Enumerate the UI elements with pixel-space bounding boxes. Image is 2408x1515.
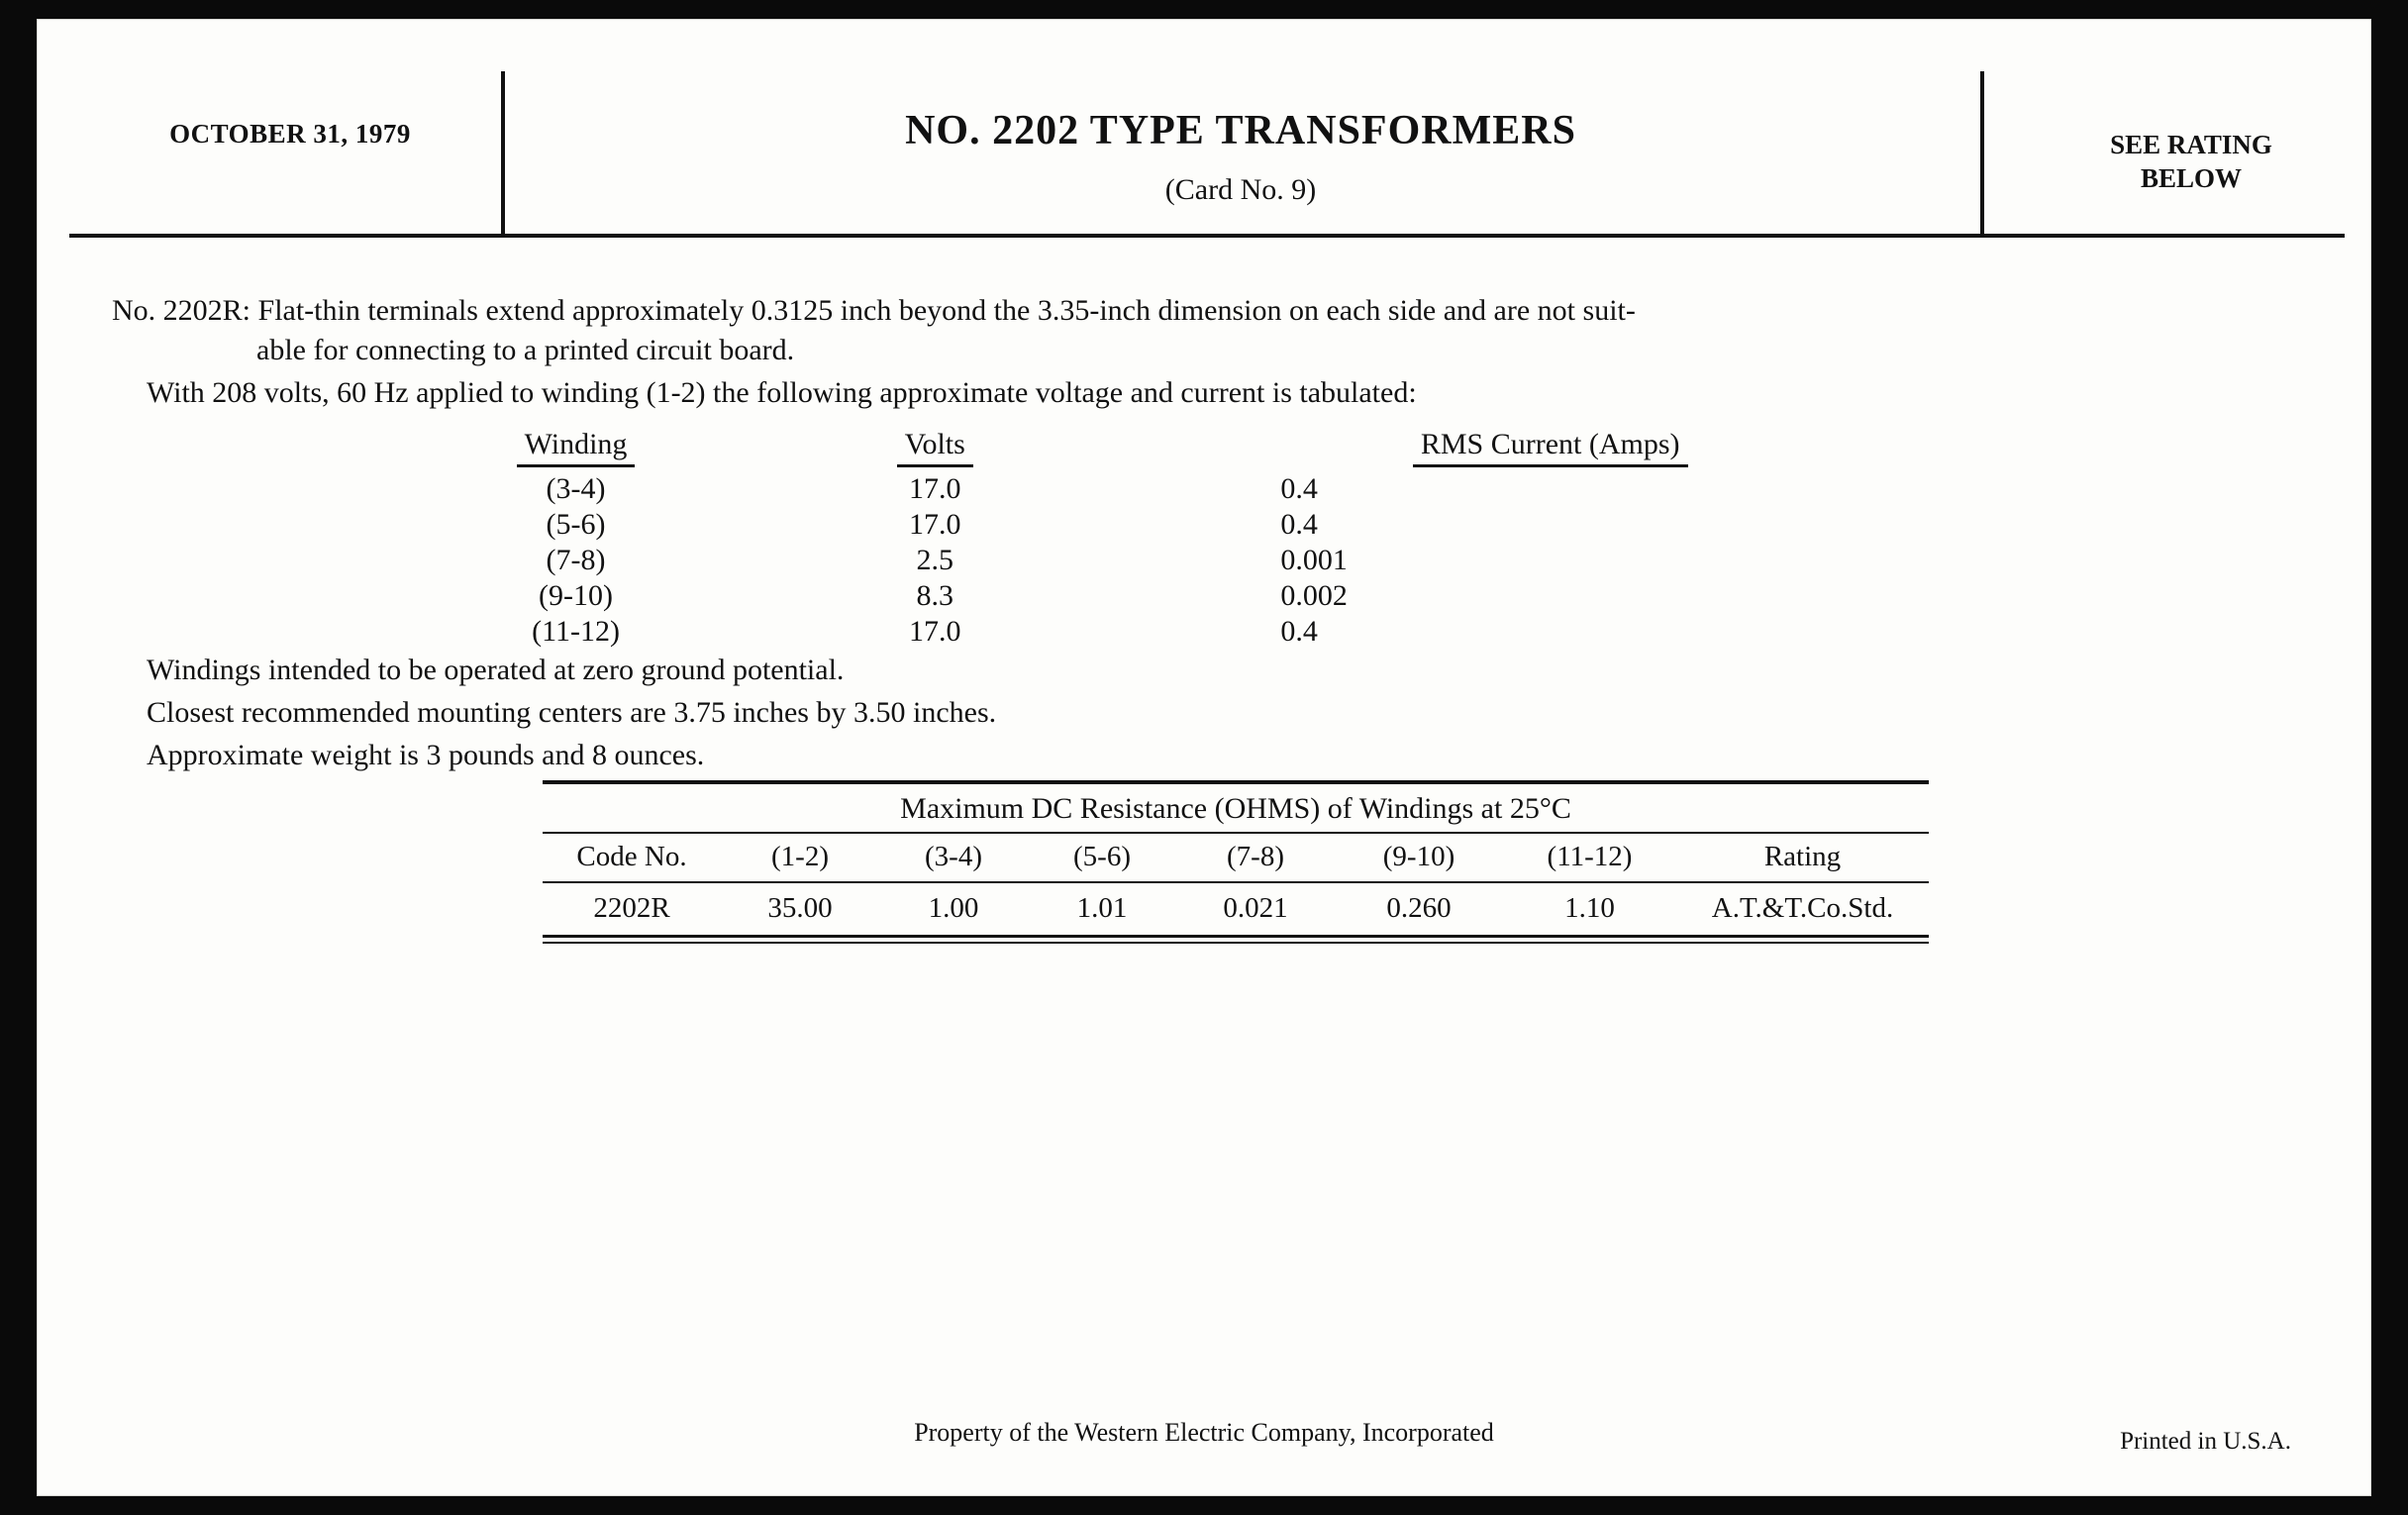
rating-note xyxy=(1998,129,2384,196)
header-rule xyxy=(69,234,2345,238)
resistance-table-title: Maximum DC Resistance (OHMS) of Windings at 25°C xyxy=(543,784,1929,834)
cell-r1112: 1.10 xyxy=(1564,892,1615,924)
card-number: (Card No. 9) xyxy=(1164,173,1317,206)
cell-current: 0.001 xyxy=(1280,544,1348,576)
card-page xyxy=(38,20,2370,1495)
terminal-note-line2: able for connecting to a printed circuit board. xyxy=(256,333,795,366)
rating-note-line1: SEE RATING xyxy=(2110,130,2272,159)
terminal-note xyxy=(112,291,2330,369)
col-header-winding: Winding xyxy=(424,428,728,471)
cell-volts: 17.0 xyxy=(908,472,961,505)
cell-volts: 17.0 xyxy=(908,508,961,541)
page-header xyxy=(38,20,2370,206)
cell-winding: (9-10) xyxy=(539,579,614,612)
col-header-r12: (1-2) xyxy=(771,841,829,872)
col-header-rms-current: RMS Current (Amps) xyxy=(1142,428,1958,471)
cell-winding: (11-12) xyxy=(532,615,620,648)
cell-volts: 17.0 xyxy=(908,615,961,648)
cell-r56: 1.01 xyxy=(1076,892,1128,924)
footer-property-notice: Property of the Western Electric Company, Incorporated xyxy=(914,1418,1494,1447)
resistance-table-wrapper xyxy=(543,780,1929,944)
applied-voltage-note: With 208 volts, 60 Hz applied to winding (1-2) the following approximate voltage and current is tabulated: xyxy=(147,376,1417,409)
cell-volts: 8.3 xyxy=(916,579,953,612)
header-divider-right xyxy=(1980,71,1984,238)
cell-current: 0.002 xyxy=(1280,579,1348,612)
table-row xyxy=(424,507,1958,543)
header-divider-left xyxy=(501,71,505,238)
cell-current: 0.4 xyxy=(1280,472,1318,505)
table-header-row xyxy=(424,428,1958,471)
col-header-r56: (5-6) xyxy=(1073,841,1131,872)
table-row xyxy=(543,882,1929,935)
table-row xyxy=(424,578,1958,614)
header-date: OCTOBER 31, 1979 xyxy=(169,119,411,149)
statement-weight: Approximate weight is 3 pounds and 8 ounces. xyxy=(147,739,705,771)
col-header-r78: (7-8) xyxy=(1227,841,1284,872)
col-header-r34: (3-4) xyxy=(925,841,982,872)
cell-r34: 1.00 xyxy=(928,892,979,924)
cell-current: 0.4 xyxy=(1280,615,1318,648)
cell-rating: A.T.&T.Co.Std. xyxy=(1711,892,1894,924)
cell-winding: (5-6) xyxy=(546,508,606,541)
cell-r910: 0.260 xyxy=(1386,892,1452,924)
cell-winding: (3-4) xyxy=(546,472,606,505)
col-header-r1112: (11-12) xyxy=(1547,841,1633,872)
col-header-r910: (9-10) xyxy=(1382,841,1455,872)
col-header-volts: Volts xyxy=(728,428,1142,471)
terminal-note-line1: No. 2202R: Flat-thin terminals extend approximately 0.3125 inch beyond the 3.35-inch dimension on each side and are not suit- xyxy=(112,294,1636,327)
page-title: NO. 2202 TYPE TRANSFORMERS xyxy=(905,108,1576,153)
rating-note-line2: BELOW xyxy=(2140,162,2243,193)
cell-winding: (7-8) xyxy=(546,544,606,576)
cell-code-no: 2202R xyxy=(593,892,670,924)
cell-current: 0.4 xyxy=(1280,508,1318,541)
table-row xyxy=(424,614,1958,650)
table-header-row xyxy=(543,834,1929,882)
winding-voltage-table xyxy=(424,428,1958,650)
cell-r78: 0.021 xyxy=(1223,892,1288,924)
statement-ground-potential: Windings intended to be operated at zero ground potential. xyxy=(147,654,845,686)
resistance-table-bottom-rule-2 xyxy=(543,942,1929,944)
footer-printed-in: Printed in U.S.A. xyxy=(2120,1428,2291,1455)
resistance-table xyxy=(543,834,1929,935)
cell-volts: 2.5 xyxy=(916,544,953,576)
col-header-rating: Rating xyxy=(1763,841,1842,872)
table-row xyxy=(424,543,1958,578)
statement-mounting-centers: Closest recommended mounting centers are 3.75 inches by 3.50 inches. xyxy=(147,696,997,729)
table-row xyxy=(424,471,1958,507)
col-header-code-no: Code No. xyxy=(576,841,687,872)
resistance-table-bottom-rule xyxy=(543,935,1929,938)
cell-r12: 35.00 xyxy=(767,892,833,924)
